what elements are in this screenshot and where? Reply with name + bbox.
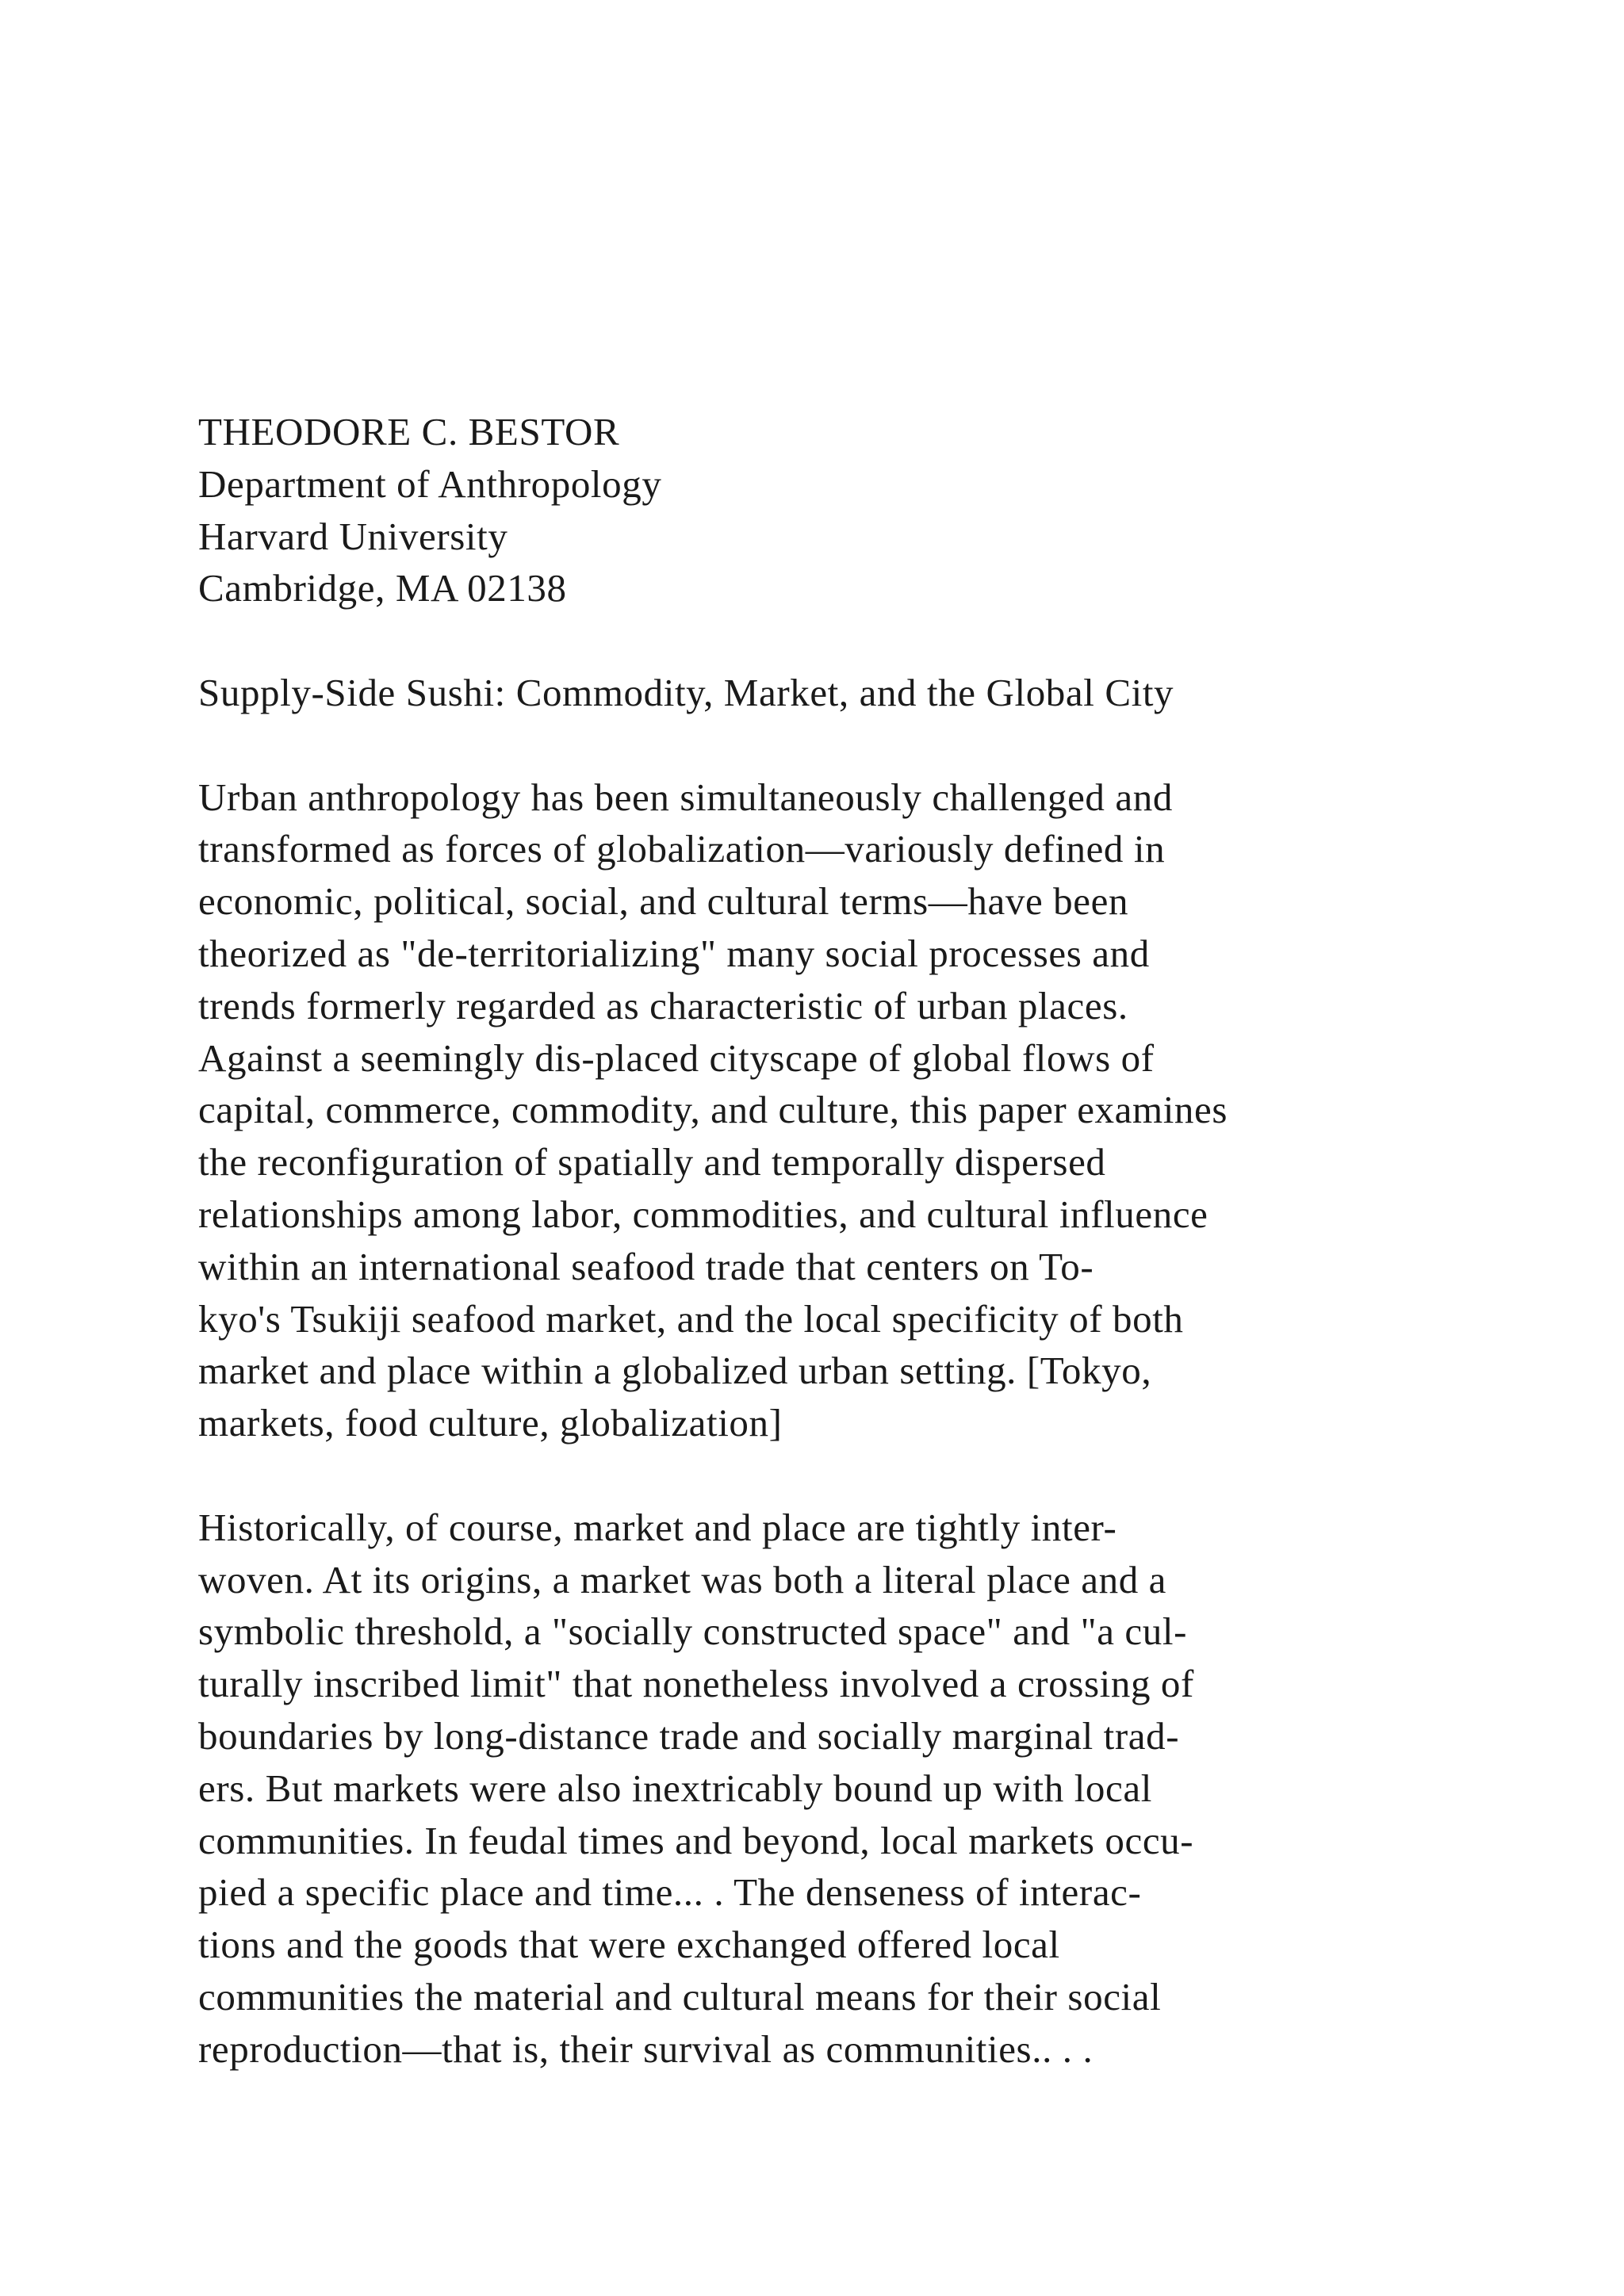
body-line: communities the material and cultural means for their social [198,1974,1162,2019]
spacer [198,1449,1499,1502]
body-paragraph [198,1502,1499,2076]
abstract-line: trends formerly regarded as characteristic of urban places. [198,983,1128,1027]
abstract-line: economic, political, social, and cultural terms—have been [198,879,1129,924]
abstract-line: the reconfiguration of spatially and temporally dispersed [198,1140,1106,1184]
abstract-line: Against a seemingly dis-placed cityscape of global flows of [198,1035,1155,1080]
abstract-line: relationships among labor, commodities, and cultural influence [198,1192,1208,1236]
abstract-line: capital, commerce, commodity, and culture, this paper examines [198,1088,1228,1132]
author-block [198,406,1499,614]
body-line: communities. In feudal times and beyond, local markets occu- [198,1818,1194,1862]
body-line: symbolic threshold, a "socially constructed space" and "a cul- [198,1609,1187,1654]
abstract-line: Urban anthropology has been simultaneously challenged and [198,775,1173,819]
spacer [198,614,1499,667]
abstract-line: kyo's Tsukiji seafood market, and the local specificity of both [198,1296,1184,1341]
abstract-paragraph [198,771,1499,1449]
document-content [198,406,1499,2076]
abstract-line: market and place within a globalized urban setting. [Tokyo, [198,1349,1152,1393]
body-line: tions and the goods that were exchanged offered local [198,1923,1060,1967]
author-department: Department of Anthropology [198,461,662,506]
body-line: boundaries by long-distance trade and socially marginal trad- [198,1713,1180,1758]
author-name: THEODORE C. BESTOR [198,410,620,453]
author-address: Cambridge, MA 02138 [198,566,567,610]
abstract-line: theorized as "de-territorializing" many social processes and [198,931,1150,975]
abstract-line: transformed as forces of globalization—variously defined in [198,827,1166,871]
body-line: ers. But markets were also inextricably bound up with local [198,1766,1152,1810]
body-line: pied a specific place and time... . The denseness of interac- [198,1870,1142,1915]
article-title: Supply-Side Sushi: Commodity, Market, and the Global City [198,670,1174,714]
body-line: reproduction—that is, their survival as communities.. . . [198,2026,1094,2071]
body-line: turally inscribed limit" that nonetheless involved a crossing of [198,1662,1194,1706]
abstract-line: within an international seafood trade that centers on To- [198,1244,1094,1288]
body-line: woven. At its origins, a market was both a literal place and a [198,1557,1167,1601]
abstract-line: markets, food culture, globalization] [198,1401,783,1445]
body-line: Historically, of course, market and place are tightly inter- [198,1505,1117,1549]
spacer [198,719,1499,771]
author-institution: Harvard University [198,514,508,558]
